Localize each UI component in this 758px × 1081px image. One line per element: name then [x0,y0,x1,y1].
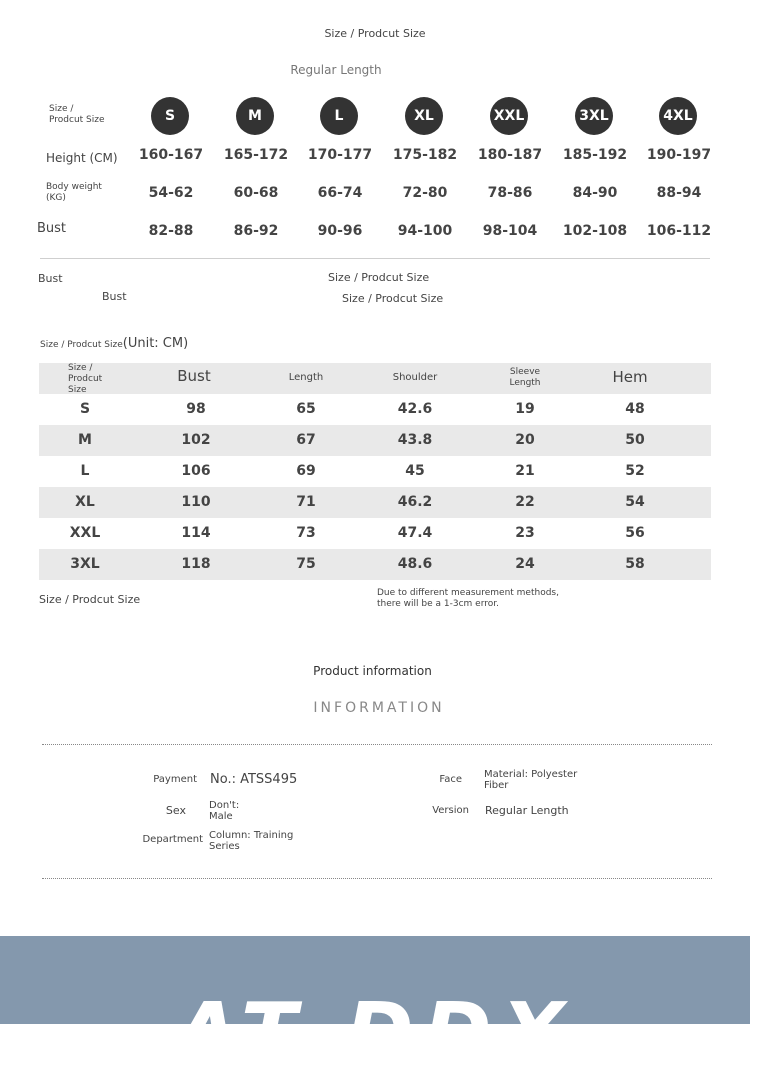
cell-bust: 102 [181,432,211,448]
table-row [39,456,711,487]
size-circle-s: S [151,97,189,135]
cell-size: L [80,463,90,479]
header-size: Size / Prodcut Size [68,363,103,395]
cell-length: 69 [296,463,316,479]
cell-hem: 54 [625,494,645,510]
table-row [39,549,711,580]
brand-logo-text: AT DDX [175,986,575,1081]
height-cell: 160-167 [138,147,204,163]
bust-cell: 102-108 [562,223,628,239]
cell-hem: 58 [625,556,645,572]
cell-bust: 110 [181,494,211,510]
size-chart-subtitle: Regular Length [290,63,382,77]
row-label-weight: Body weight (KG) [46,182,102,203]
cell-size: S [79,401,91,417]
table-footer-left: Size / Prodcut Size [39,593,141,606]
face-label: Face [439,774,462,785]
cell-bust: 114 [181,525,211,541]
measure-title-small: Size / Prodcut Size [40,340,123,350]
table-header-row [39,363,711,394]
payment-label: Payment [153,774,197,785]
cell-size: M [78,432,92,448]
sex-value: Don't: Male [209,800,240,822]
measure-title-unit: (Unit: CM) [122,336,189,351]
department-label: Department [142,834,203,845]
dotted-divider-top [42,744,712,745]
header-hem: Hem [612,368,648,386]
divider [40,258,710,259]
product-info-title: Product information [313,664,432,678]
cell-size: 3XL [70,556,100,572]
height-cell: 185-192 [562,147,628,163]
bust-cell: 82-88 [148,223,194,239]
note-right-2: Size / Prodcut Size [342,292,444,305]
size-header-label: Size / Prodcut Size [49,104,105,125]
note-left-2: Bust [102,290,127,303]
dotted-divider-bottom [42,878,712,879]
cell-shoulder: 46.2 [397,494,433,510]
cell-length: 71 [296,494,316,510]
bust-cell: 90-96 [317,223,363,239]
cell-hem: 56 [625,525,645,541]
table-row [39,518,711,549]
height-cell: 190-197 [646,147,712,163]
cell-length: 67 [296,432,316,448]
cell-shoulder: 43.8 [397,432,433,448]
weight-cell: 66-74 [317,185,363,201]
size-chart-title: Size / Prodcut Size [324,27,426,40]
cell-length: 73 [296,525,316,541]
size-circle-m: M [236,97,274,135]
measure-table-title [40,332,188,351]
height-cell: 165-172 [223,147,289,163]
cell-size: XXL [69,525,101,541]
weight-cell: 72-80 [402,185,448,201]
brand-banner [0,936,750,1081]
row-label-height: Height (CM) [46,151,118,165]
header-sleeve-length: Sleeve Length [509,367,541,388]
header-length: Length [288,372,324,383]
department-value: Column: Training Series [209,830,294,852]
cell-length: 75 [296,556,316,572]
cell-hem: 50 [625,432,645,448]
cell-bust: 106 [181,463,211,479]
weight-cell: 60-68 [233,185,279,201]
bust-cell: 98-104 [482,223,538,239]
bust-cell: 86-92 [233,223,279,239]
cell-length: 65 [296,401,316,417]
cell-sleeve: 24 [515,556,535,572]
header-shoulder: Shoulder [392,372,438,383]
row-label-bust: Bust [37,221,67,236]
cell-sleeve: 21 [515,463,535,479]
weight-cell: 88-94 [656,185,702,201]
face-value: Material: Polyester Fiber [484,769,578,791]
cell-hem: 48 [625,401,645,417]
cell-shoulder: 45 [405,463,425,479]
size-circle-4xl: 4XL [659,97,697,135]
height-cell: 170-177 [307,147,373,163]
cell-shoulder: 48.6 [397,556,433,572]
cell-hem: 52 [625,463,645,479]
table-row [39,425,711,456]
size-circle-l: L [320,97,358,135]
bust-cell: 106-112 [646,223,712,239]
weight-cell: 54-62 [148,185,194,201]
payment-value: No.: ATSS495 [210,772,298,787]
size-circle-3xl: 3XL [575,97,613,135]
cell-sleeve: 22 [515,494,535,510]
note-left-1: Bust [38,272,63,285]
weight-cell: 78-86 [487,185,533,201]
size-circle-xxl: XXL [490,97,528,135]
cell-sleeve: 23 [515,525,535,541]
cell-sleeve: 20 [515,432,535,448]
cell-bust: 118 [181,556,211,572]
cell-size: XL [75,494,95,510]
table-row [39,487,711,518]
version-label: Version [432,805,469,816]
height-cell: 180-187 [477,147,543,163]
product-info-subtitle: INFORMATION [313,700,445,716]
table-row [39,394,711,425]
bust-cell: 94-100 [397,223,453,239]
version-value: Regular Length [485,804,569,817]
weight-cell: 84-90 [572,185,618,201]
cell-sleeve: 19 [515,401,535,417]
cell-bust: 98 [186,401,206,417]
header-bust: Bust [177,367,211,385]
cell-shoulder: 47.4 [397,525,433,541]
note-right-1: Size / Prodcut Size [328,271,430,284]
height-cell: 175-182 [392,147,458,163]
cell-shoulder: 42.6 [397,401,433,417]
sex-label: Sex [165,804,186,817]
measurement-error-note: Due to different measurement methods, there will be a 1-3cm error. [377,588,559,609]
size-circle-xl: XL [405,97,443,135]
